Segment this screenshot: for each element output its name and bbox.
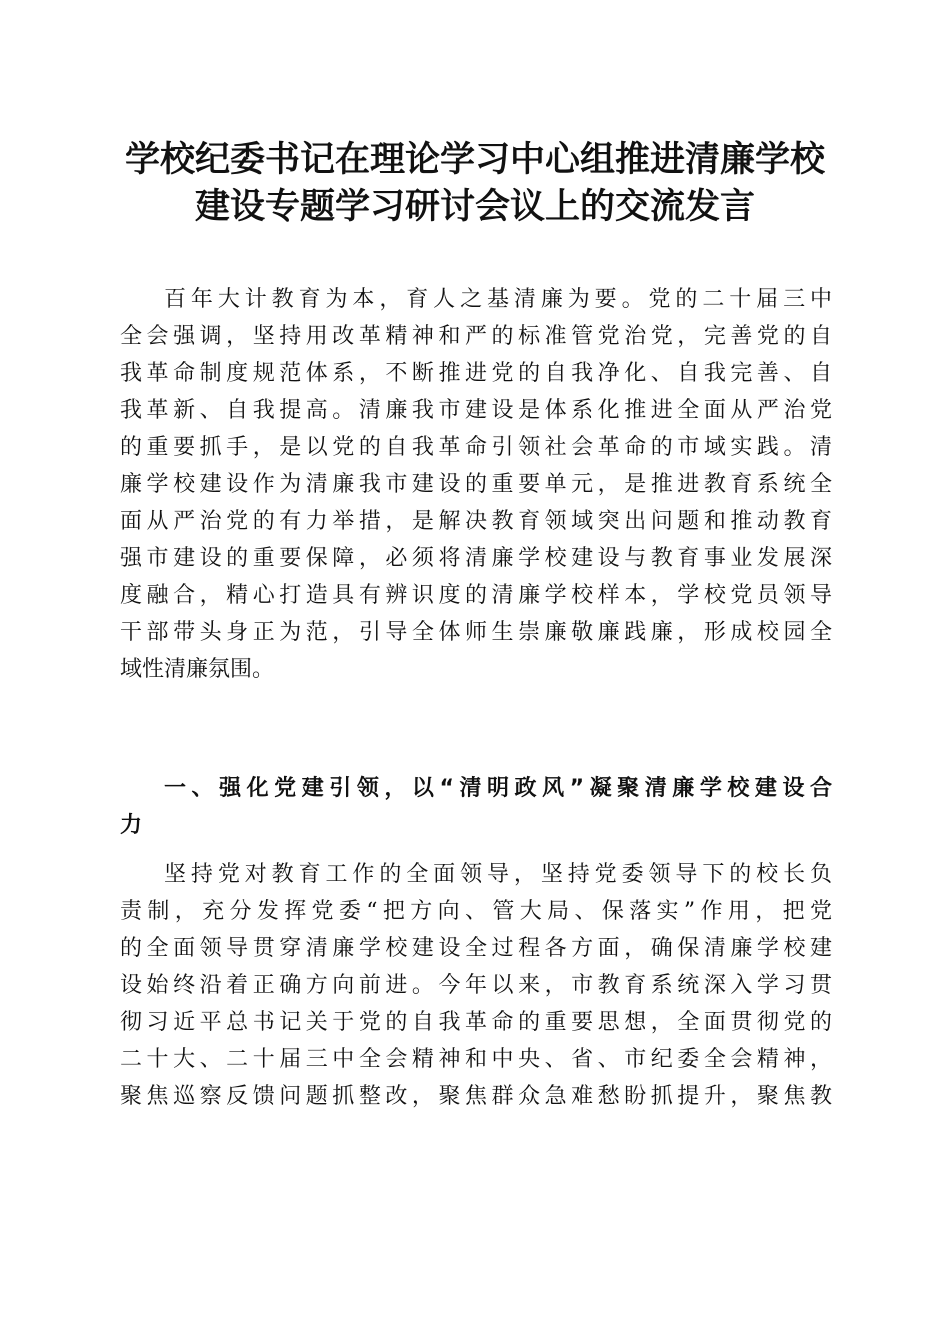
paragraph-line: 彻习近平总书记关于党的自我革命的重要思想，全面贯彻党的 (120, 1010, 832, 1035)
paragraph-line: 全会强调，坚持用改革精神和严的标准管党治党，完善党的自 (120, 324, 832, 349)
section-heading-1 (120, 770, 832, 844)
paragraph-line: 二十大、二十届三中全会精神和中央、省、市纪委全会精神， (120, 1047, 832, 1072)
paragraph-line: 设始终沿着正确方向前进。今年以来，市教育系统深入学习贯 (120, 973, 832, 998)
paragraph-line: 的全面领导贯穿清廉学校建设全过程各方面，确保清廉学校建 (120, 936, 832, 961)
document-title (100, 136, 850, 230)
paragraph-line: 聚焦巡察反馈问题抓整改，聚焦群众急难愁盼抓提升，聚焦教 (120, 1084, 832, 1109)
paragraph-line: 我革命制度规范体系，不断推进党的自我净化、自我完善、自 (120, 361, 832, 386)
paragraph-line: 百年大计教育为本，育人之基清廉为要。党的二十届三中 (164, 287, 832, 312)
paragraph-line: 坚持党对教育工作的全面领导，坚持党委领导下的校长负 (164, 862, 832, 887)
paragraph-section-1 (120, 856, 832, 1115)
paragraph-line: 我革新、自我提高。清廉我市建设是体系化推进全面从严治党 (120, 398, 832, 423)
paragraph-line: 的重要抓手，是以党的自我革命引领社会革命的市域实践。清 (120, 435, 832, 460)
heading-line: 力 (120, 813, 143, 838)
title-line: 建设专题学习研讨会议上的交流发言 (194, 186, 755, 227)
paragraph-line: 责制，充分发挥党委“把方向、管大局、保落实”作用，把党 (120, 899, 832, 924)
paragraph-line: 面从严治党的有力举措，是解决教育领域突出问题和推动教育 (120, 509, 832, 534)
title-line: 学校纪委书记在理论学习中心组推进清廉学校 (124, 139, 825, 180)
paragraph-intro (120, 281, 832, 688)
heading-line: 一、强化党建引领，以“清明政风”凝聚清廉学校建设合 (164, 776, 832, 801)
paragraph-line: 强市建设的重要保障，必须将清廉学校建设与教育事业发展深 (120, 546, 832, 571)
paragraph-line: 廉学校建设作为清廉我市建设的重要单元，是推进教育系统全 (120, 472, 832, 497)
paragraph-line: 度融合，精心打造具有辨识度的清廉学校样本，学校党员领导 (120, 583, 832, 608)
paragraph-line: 干部带头身正为范，引导全体师生崇廉敬廉践廉，形成校园全 (120, 620, 832, 645)
paragraph-line: 域性清廉氛围。 (120, 657, 275, 682)
